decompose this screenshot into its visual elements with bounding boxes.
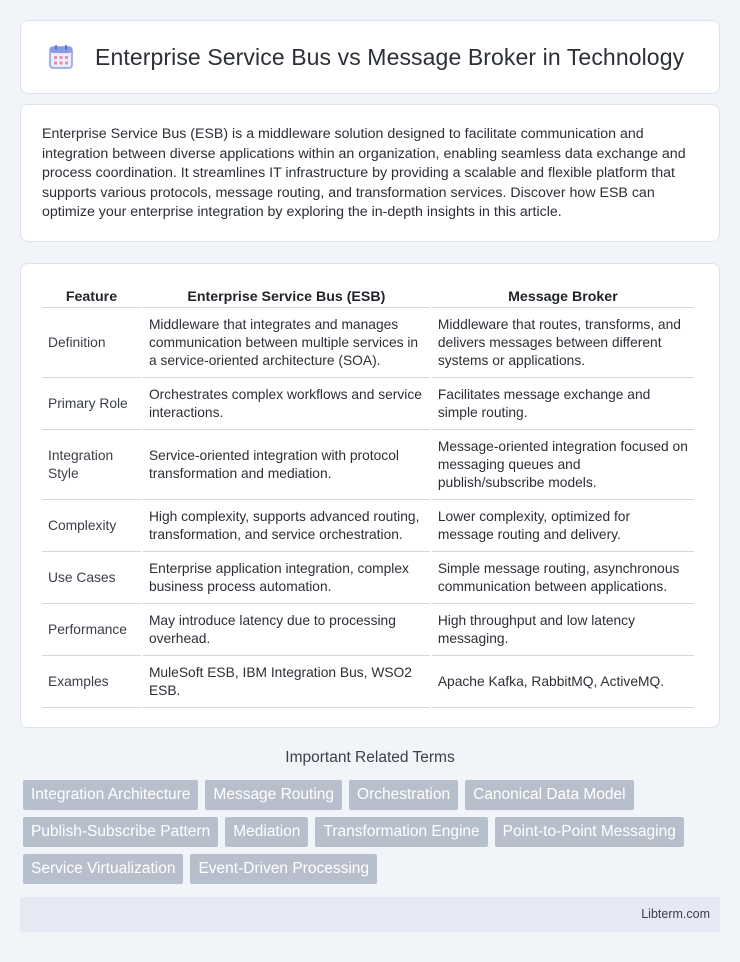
comparison-table (40, 284, 696, 708)
table-row (42, 604, 694, 656)
cell-feature: Performance (42, 604, 141, 656)
cell-esb: Orchestrates complex workflows and service interactions. (143, 378, 430, 430)
cell-esb: Service-oriented integration with protocol transformation and mediation. (143, 430, 430, 500)
related-terms (23, 780, 723, 891)
related-term-tag[interactable]: Event-Driven Processing (190, 854, 377, 884)
header-broker: Message Broker (432, 284, 694, 308)
table-row (42, 308, 694, 378)
header-card (20, 20, 720, 94)
related-term-tag[interactable]: Message Routing (205, 780, 342, 810)
cell-broker: Facilitates message exchange and simple routing. (432, 378, 694, 430)
tag-row (23, 780, 723, 810)
cell-esb: MuleSoft ESB, IBM Integration Bus, WSO2 ESB. (143, 656, 430, 708)
cell-feature: Examples (42, 656, 141, 708)
related-terms-title: Important Related Terms (285, 749, 455, 766)
header-feature: Feature (42, 284, 141, 308)
cell-feature: Integration Style (42, 430, 141, 500)
cell-esb: Enterprise application integration, complex business process automation. (143, 552, 430, 604)
cell-broker: High throughput and low latency messaging. (432, 604, 694, 656)
related-term-tag[interactable]: Publish-Subscribe Pattern (23, 817, 218, 847)
cell-feature: Primary Role (42, 378, 141, 430)
cell-broker: Lower complexity, optimized for message routing and delivery. (432, 500, 694, 552)
related-term-tag[interactable]: Integration Architecture (23, 780, 198, 810)
cell-esb: High complexity, supports advanced routing, transformation, and service orchestration. (143, 500, 430, 552)
cell-broker: Simple message routing, asynchronous communication between applications. (432, 552, 694, 604)
cell-feature: Definition (42, 308, 141, 378)
cell-broker: Apache Kafka, RabbitMQ, ActiveMQ. (432, 656, 694, 708)
related-term-tag[interactable]: Point-to-Point Messaging (495, 817, 684, 847)
cell-esb: Middleware that integrates and manages communication between multiple services in a service-oriented architecture (SOA). (143, 308, 430, 378)
cell-broker: Middleware that routes, transforms, and delivers messages between different systems or applications. (432, 308, 694, 378)
intro-text: Enterprise Service Bus (ESB) is a middleware solution designed to facilitate communication and integration between diverse applications within an organization, enabling seamless data exchange and process coordination. It streamlines IT infrastructure by providing a scalable and flexible platform that supports various protocols, message routing, and transformation services. Discover how ESB can optimize your enterprise integration by exploring the in-depth insights in this article. (42, 126, 686, 221)
footer (20, 897, 720, 932)
tag-row (23, 817, 723, 847)
related-term-tag[interactable]: Orchestration (349, 780, 458, 810)
table-row (42, 656, 694, 708)
table-row (42, 500, 694, 552)
header-esb: Enterprise Service Bus (ESB) (143, 284, 430, 308)
table-row (42, 378, 694, 430)
footer-brand[interactable]: Libterm.com (641, 907, 710, 921)
calendar-icon (47, 43, 75, 71)
table-header-row (42, 284, 694, 308)
tag-row (23, 854, 723, 884)
cell-feature: Use Cases (42, 552, 141, 604)
related-term-tag[interactable]: Service Virtualization (23, 854, 183, 884)
cell-esb: May introduce latency due to processing overhead. (143, 604, 430, 656)
related-term-tag[interactable]: Transformation Engine (315, 817, 487, 847)
table-row (42, 552, 694, 604)
related-term-tag[interactable]: Mediation (225, 817, 308, 847)
intro-card (20, 104, 720, 242)
cell-feature: Complexity (42, 500, 141, 552)
comparison-card (20, 263, 720, 728)
page-title: Enterprise Service Bus vs Message Broker in Technology (95, 43, 685, 70)
table-row (42, 430, 694, 500)
cell-broker: Message-oriented integration focused on messaging queues and publish/subscribe models. (432, 430, 694, 500)
related-term-tag[interactable]: Canonical Data Model (465, 780, 634, 810)
